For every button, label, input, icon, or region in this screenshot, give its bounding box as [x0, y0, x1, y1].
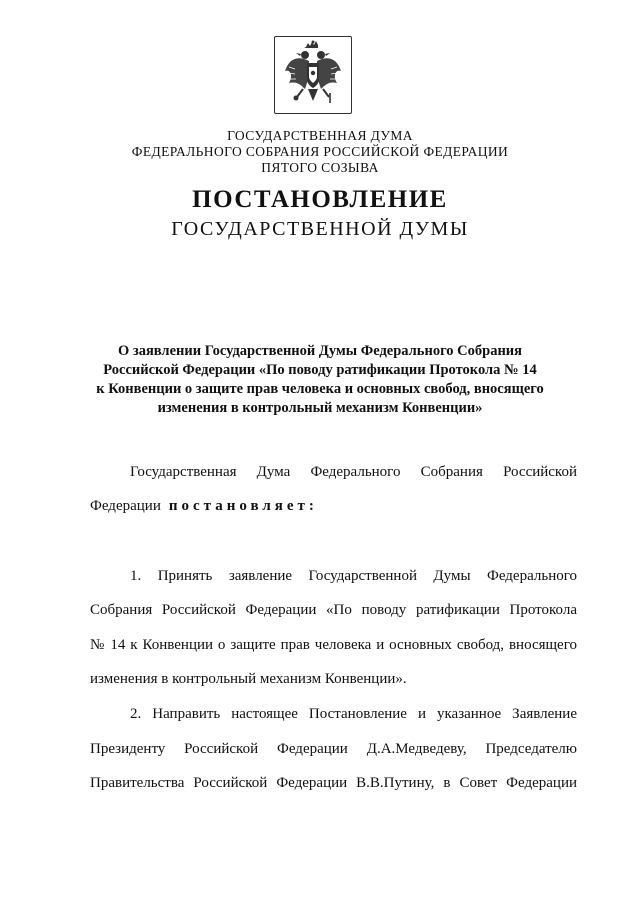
- subject-line: О заявлении Государственной Думы Федерального Собрания: [117, 343, 523, 359]
- intro-line-1: Государственная Дума Федерального Собрания Российской: [130, 464, 577, 480]
- item2-line-2: Президенту Российской Федерации Д.А.Медведеву, Председателю: [90, 741, 577, 757]
- org-line-1: ГОСУДАРСТВЕННАЯ ДУМА: [227, 128, 413, 143]
- item1-line-3: № 14 к Конвенции о защите прав человека и основных свобод, вносящего: [90, 637, 577, 653]
- item1-line-2: Собрания Российской Федерации «По поводу ратификации Протокола: [90, 602, 577, 618]
- subject-line: изменения в контрольный механизм Конвенции»: [157, 400, 483, 416]
- item2-line-3: Правительства Российской Федерации В.В.Путину, в Совет Федерации: [90, 775, 577, 791]
- intro-line-2: [90, 498, 577, 515]
- document-subject: [60, 342, 580, 418]
- org-line-3: ПЯТОГО СОЗЫВА: [261, 160, 379, 175]
- intro-federation-text: Федерации: [90, 498, 161, 514]
- subject-line: Российской Федерации «По поводу ратификации Протокола № 14: [103, 362, 537, 378]
- item2-line-1: 2. Направить настоящее Постановление и указанное Заявление: [130, 706, 577, 722]
- item1-line-4: изменения в контрольный механизм Конвенции».: [90, 671, 407, 687]
- document-type-title: ПОСТАНОВЛЕНИЕ: [192, 186, 448, 213]
- item1-line-1: 1. Принять заявление Государственной Думы Федерального: [130, 568, 577, 584]
- subject-line: к Конвенции о защите прав человека и основных свобод, вносящего: [96, 381, 544, 397]
- document-issuer: ГОСУДАРСТВЕННОЙ ДУМЫ: [171, 218, 469, 240]
- resolves-spaced-text: постановляет:: [168, 498, 318, 514]
- org-line-2: ФЕДЕРАЛЬНОГО СОБРАНИЯ РОССИЙСКОЙ ФЕДЕРАЦИИ: [131, 144, 509, 159]
- coat-of-arms-icon: [274, 36, 352, 114]
